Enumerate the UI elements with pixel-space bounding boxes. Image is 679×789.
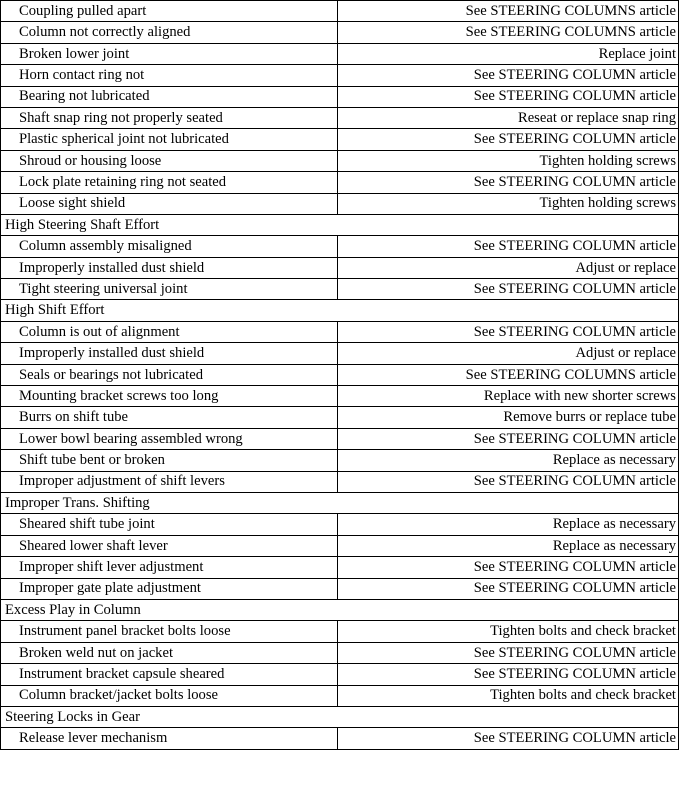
cause-cell: Broken weld nut on jacket [1,642,338,663]
cause-cell: Burrs on shift tube [1,407,338,428]
section-title: High Shift Effort [1,300,679,321]
action-cell: Adjust or replace [337,257,678,278]
cause-cell: Column is out of alignment [1,321,338,342]
section-header-row [1,492,679,513]
section-header-row [1,599,679,620]
action-cell: See STEERING COLUMN article [337,129,678,150]
action-cell: Tighten bolts and check bracket [337,685,678,706]
table-row [1,386,679,407]
table-row [1,535,679,556]
section-title: High Steering Shaft Effort [1,214,679,235]
table-row [1,150,679,171]
table-row [1,664,679,685]
action-cell: See STEERING COLUMN article [337,557,678,578]
action-cell: See STEERING COLUMN article [337,728,678,749]
action-cell: Reseat or replace snap ring [337,107,678,128]
section-title: Improper Trans. Shifting [1,492,679,513]
cause-cell: Instrument bracket capsule sheared [1,664,338,685]
table-row [1,728,679,749]
cause-cell: Improper gate plate adjustment [1,578,338,599]
cause-cell: Improper shift lever adjustment [1,557,338,578]
cause-cell: Improper adjustment of shift levers [1,471,338,492]
table-row [1,86,679,107]
section-title: Excess Play in Column [1,599,679,620]
cause-cell: Loose sight shield [1,193,338,214]
cause-cell: Column bracket/jacket bolts loose [1,685,338,706]
table-row [1,450,679,471]
section-title: Steering Locks in Gear [1,706,679,727]
table-row [1,65,679,86]
table-row [1,407,679,428]
section-header-row [1,300,679,321]
cause-cell: Column not correctly aligned [1,22,338,43]
table-row [1,1,679,22]
cause-cell: Improperly installed dust shield [1,257,338,278]
action-cell: See STEERING COLUMN article [337,664,678,685]
action-cell: Replace joint [337,43,678,64]
cause-cell: Broken lower joint [1,43,338,64]
table-row [1,343,679,364]
cause-cell: Improperly installed dust shield [1,343,338,364]
cause-cell: Lower bowl bearing assembled wrong [1,428,338,449]
table-row [1,193,679,214]
table-row [1,364,679,385]
table-row [1,257,679,278]
table-row [1,642,679,663]
action-cell: See STEERING COLUMN article [337,65,678,86]
cause-cell: Shaft snap ring not properly seated [1,107,338,128]
action-cell: See STEERING COLUMN article [337,642,678,663]
table-row [1,107,679,128]
table-row [1,621,679,642]
cause-cell: Sheared lower shaft lever [1,535,338,556]
table-row [1,279,679,300]
table-row [1,321,679,342]
section-header-row [1,706,679,727]
cause-cell: Shift tube bent or broken [1,450,338,471]
action-cell: Replace as necessary [337,535,678,556]
action-cell: Remove burrs or replace tube [337,407,678,428]
cause-cell: Instrument panel bracket bolts loose [1,621,338,642]
cause-cell: Sheared shift tube joint [1,514,338,535]
action-cell: See STEERING COLUMN article [337,578,678,599]
table-row [1,22,679,43]
action-cell: See STEERING COLUMN article [337,279,678,300]
cause-cell: Shroud or housing loose [1,150,338,171]
action-cell: See STEERING COLUMN article [337,321,678,342]
table-row [1,172,679,193]
table-row [1,428,679,449]
cause-cell: Release lever mechanism [1,728,338,749]
table-row [1,43,679,64]
action-cell: See STEERING COLUMNS article [337,1,678,22]
cause-cell: Coupling pulled apart [1,1,338,22]
table-row [1,557,679,578]
action-cell: See STEERING COLUMN article [337,86,678,107]
action-cell: Replace as necessary [337,514,678,535]
action-cell: See STEERING COLUMN article [337,471,678,492]
action-cell: Tighten holding screws [337,193,678,214]
action-cell: Tighten bolts and check bracket [337,621,678,642]
cause-cell: Plastic spherical joint not lubricated [1,129,338,150]
cause-cell: Bearing not lubricated [1,86,338,107]
section-header-row [1,214,679,235]
table-row [1,685,679,706]
cause-cell: Horn contact ring not [1,65,338,86]
action-cell: See STEERING COLUMNS article [337,22,678,43]
action-cell: Replace as necessary [337,450,678,471]
cause-cell: Mounting bracket screws too long [1,386,338,407]
cause-cell: Column assembly misaligned [1,236,338,257]
action-cell: Tighten holding screws [337,150,678,171]
table-row [1,578,679,599]
table-row [1,471,679,492]
action-cell: Replace with new shorter screws [337,386,678,407]
cause-cell: Lock plate retaining ring not seated [1,172,338,193]
cause-cell: Seals or bearings not lubricated [1,364,338,385]
action-cell: See STEERING COLUMN article [337,236,678,257]
table-row [1,514,679,535]
table-row [1,129,679,150]
table-row [1,236,679,257]
table-body [1,1,679,750]
action-cell: Adjust or replace [337,343,678,364]
action-cell: See STEERING COLUMNS article [337,364,678,385]
cause-cell: Tight steering universal joint [1,279,338,300]
action-cell: See STEERING COLUMN article [337,172,678,193]
action-cell: See STEERING COLUMN article [337,428,678,449]
